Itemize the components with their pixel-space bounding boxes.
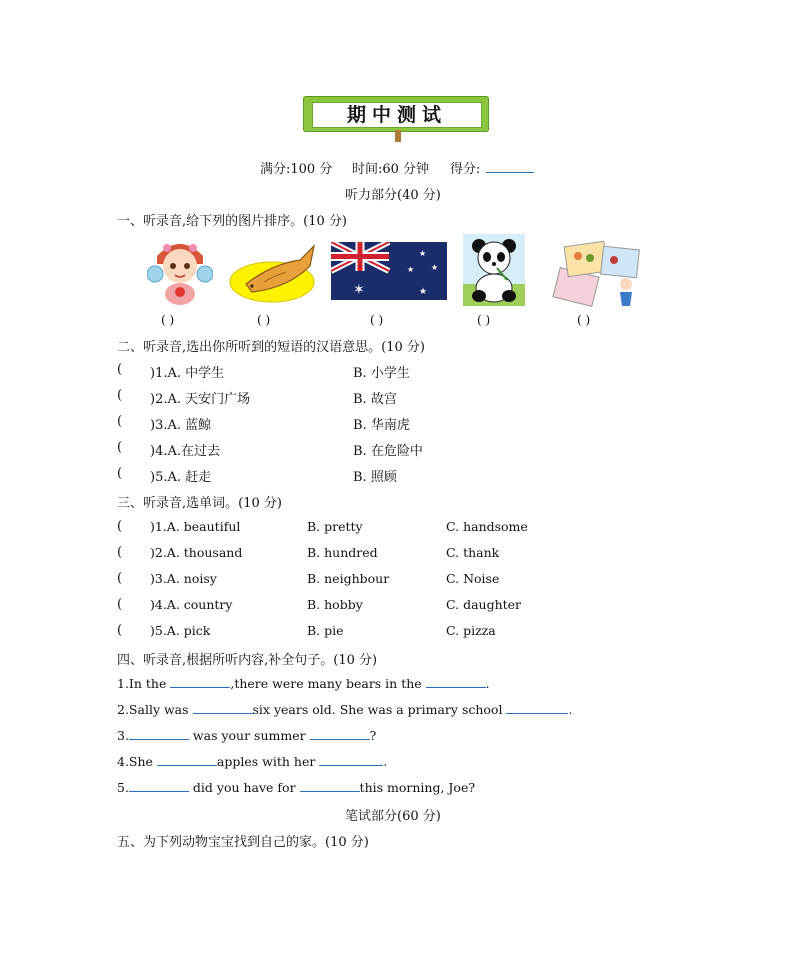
svg-text:★: ★ — [431, 263, 439, 272]
meta-full-score: 满分:100 分 — [260, 162, 333, 177]
sentence-1-part-c: . — [485, 676, 490, 691]
banner-post — [395, 130, 401, 142]
sentence-1-blank-2[interactable] — [426, 675, 486, 688]
sec2-row3-paren: ( — [117, 414, 123, 429]
sentence-2 — [117, 701, 572, 717]
sentence-4 — [117, 753, 387, 769]
sec3-row2-a[interactable]: )2.A. thousand — [150, 545, 243, 560]
sentence-2-blank-2[interactable] — [506, 701, 568, 714]
sec3-row4-paren: ( — [117, 597, 123, 612]
sentence-2-part-c: . — [568, 702, 573, 717]
sec1-paren-3: ( ) — [370, 313, 384, 327]
svg-text:★: ★ — [419, 249, 427, 258]
sec2-row1-a[interactable]: )1.A. 中学生 — [150, 366, 225, 381]
sec1-paren-2: ( ) — [257, 313, 271, 327]
sentence-5-blank-2[interactable] — [300, 779, 360, 792]
sentence-4-part-c: . — [383, 754, 388, 769]
sec3-row4-b[interactable]: B. hobby — [307, 597, 363, 612]
sec2-row3-a[interactable]: )3.A. 蓝鲸 — [150, 418, 212, 433]
banner-inner — [312, 102, 482, 128]
sec1-paren-1: ( ) — [161, 313, 175, 327]
sec3-row5-paren: ( — [117, 623, 123, 638]
sentence-3-blank-2[interactable] — [310, 727, 370, 740]
sentence-1-blank-1[interactable] — [170, 675, 230, 688]
sentence-1-part-a: 1.In the — [117, 676, 171, 691]
meta-score-label: 得分: — [450, 162, 481, 177]
sentence-3-part-b: was your summer — [188, 728, 310, 743]
sec3-row1-a[interactable]: )1.A. beautiful — [150, 519, 241, 534]
sentence-1 — [117, 675, 490, 691]
sec3-row1-paren: ( — [117, 519, 123, 534]
sentence-4-part-b: apples with her — [216, 754, 320, 769]
girl-lollipop-picture — [147, 234, 213, 306]
panda-picture — [463, 234, 525, 306]
sec2-row4-a[interactable]: )4.A.在过去 — [150, 444, 220, 459]
sec2-row5-b[interactable]: B. 照顾 — [353, 470, 397, 485]
sec2-row4-b[interactable]: B. 在危险中 — [353, 444, 423, 459]
sec3-row2-c[interactable]: C. thank — [446, 545, 500, 560]
sec2-row2-a[interactable]: )2.A. 天安门广场 — [150, 392, 251, 407]
sec2-row5-a[interactable]: )5.A. 赶走 — [150, 470, 212, 485]
family-photos-picture — [548, 238, 646, 308]
page-title: 期中测试 — [346, 104, 447, 126]
sec2-row5-paren: ( — [117, 466, 123, 481]
sec1-paren-5: ( ) — [577, 313, 591, 327]
sec4-title: 四、听录音,根据所听内容,补全句子。(10 分) — [117, 653, 378, 668]
title-banner — [303, 96, 491, 138]
sec3-row1-b[interactable]: B. pretty — [307, 519, 363, 534]
sec3-row3-b[interactable]: B. neighbour — [307, 571, 390, 586]
sentence-5-part-b: did you have for — [188, 780, 300, 795]
sec3-row3-c[interactable]: C. Noise — [446, 571, 500, 586]
listening-heading: 听力部分(40 分) — [345, 188, 441, 203]
sec3-row2-b[interactable]: B. hundred — [307, 545, 378, 560]
sec5-title: 五、为下列动物宝宝找到自己的家。(10 分) — [117, 835, 369, 850]
sec3-row2-paren: ( — [117, 545, 123, 560]
sentence-5-part-a: 5. — [117, 780, 129, 795]
sec3-row3-paren: ( — [117, 571, 123, 586]
sec3-row3-a[interactable]: )3.A. noisy — [150, 571, 217, 586]
sec3-row5-b[interactable]: B. pie — [307, 623, 344, 638]
svg-text:★: ★ — [407, 265, 415, 274]
sentence-2-part-a: 2.Sally was — [117, 702, 193, 717]
fish-picture — [228, 236, 320, 308]
sentence-4-part-a: 4.She — [117, 754, 157, 769]
sec3-title: 三、听录音,选单词。(10 分) — [117, 496, 282, 511]
sec2-row4-paren: ( — [117, 440, 123, 455]
sentence-5 — [117, 779, 475, 795]
sec2-row1-b[interactable]: B. 小学生 — [353, 366, 410, 381]
sentence-3-part-c: ? — [369, 728, 377, 743]
sentence-2-part-b: six years old. She was a primary school — [252, 702, 507, 717]
australian-flag-picture — [331, 242, 447, 300]
sentence-5-part-c: this morning, Joe? — [359, 780, 476, 795]
sec2-row1-paren: ( — [117, 362, 123, 377]
sec2-row3-b[interactable]: B. 华南虎 — [353, 418, 410, 433]
sentence-1-part-b: ,there were many bears in the — [230, 676, 426, 691]
sentence-4-blank-1[interactable] — [157, 753, 217, 766]
score-blank[interactable] — [486, 158, 534, 173]
svg-text:✶: ✶ — [353, 282, 365, 298]
sec3-row4-c[interactable]: C. daughter — [446, 597, 522, 612]
sec3-row5-a[interactable]: )5.A. pick — [150, 623, 211, 638]
sec2-title: 二、听录音,选出你所听到的短语的汉语意思。(10 分) — [117, 340, 425, 355]
writing-heading: 笔试部分(60 分) — [345, 809, 441, 824]
sentence-3-part-a: 3. — [117, 728, 129, 743]
sentence-2-blank-1[interactable] — [193, 701, 253, 714]
sec3-row4-a[interactable]: )4.A. country — [150, 597, 233, 612]
sec1-title: 一、听录音,给下列的图片排序。(10 分) — [117, 214, 347, 229]
sec3-row5-c[interactable]: C. pizza — [446, 623, 496, 638]
sec3-row1-c[interactable]: C. handsome — [446, 519, 528, 534]
sec2-row2-b[interactable]: B. 故宫 — [353, 392, 397, 407]
meta-time: 时间:60 分钟 — [352, 162, 430, 177]
sentence-3-blank-1[interactable] — [129, 727, 189, 740]
sentence-3 — [117, 727, 376, 743]
sentence-4-blank-2[interactable] — [319, 753, 383, 766]
sec1-paren-4: ( ) — [477, 313, 491, 327]
svg-text:★: ★ — [419, 287, 428, 297]
sec2-row2-paren: ( — [117, 388, 123, 403]
sentence-5-blank-1[interactable] — [129, 779, 189, 792]
